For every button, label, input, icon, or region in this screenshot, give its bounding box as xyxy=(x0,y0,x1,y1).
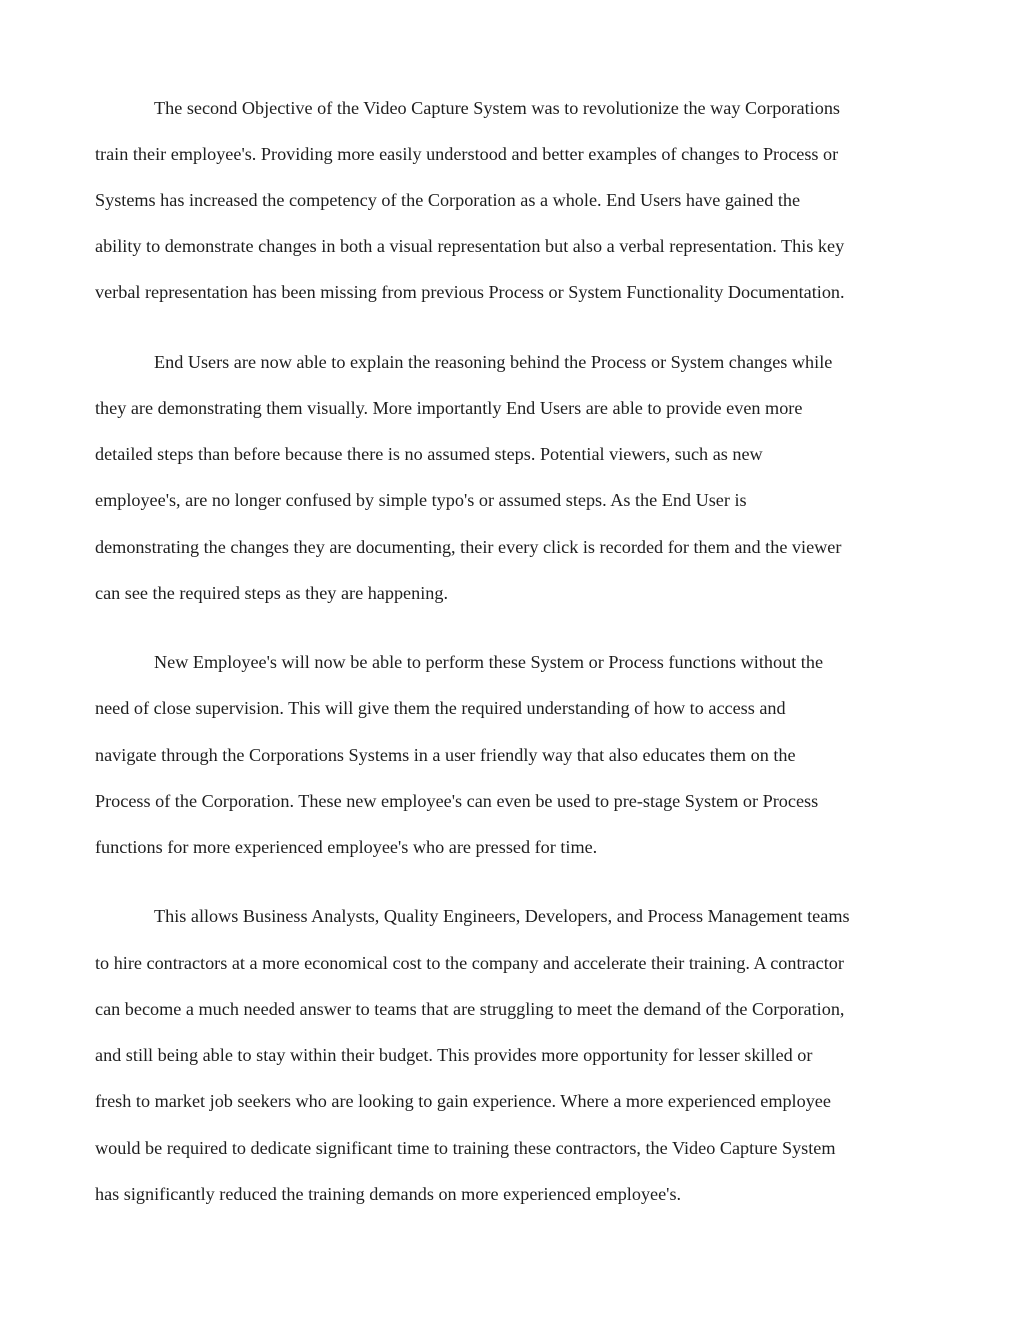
paragraph-3-line-2: need of close supervision. This will give them the required understanding of how to access and xyxy=(95,698,786,718)
paragraph-4-line-3: can become a much needed answer to teams that are struggling to meet the demand of the Corporation, xyxy=(95,999,845,1019)
paragraph-1-line-1: The second Objective of the Video Capture System was to revolutionize the way Corporations xyxy=(154,98,840,118)
paragraph-3-line-4: Process of the Corporation. These new employee's can even be used to pre-stage System or Process xyxy=(95,791,819,811)
paragraph-4-line-6: would be required to dedicate significant time to training these contractors, the Video Capture System xyxy=(95,1138,836,1158)
paragraph-3-line-1: New Employee's will now be able to perform these System or Process functions without the xyxy=(154,652,824,672)
paragraph-1-line-3: Systems has increased the competency of the Corporation as a whole. End Users have gained the xyxy=(95,190,801,210)
paragraph-2-line-3: detailed steps than before because there is no assumed steps. Potential viewers, such as new xyxy=(95,444,763,464)
paragraph-3-line-3: navigate through the Corporations Systems in a user friendly way that also educates them on the xyxy=(95,745,796,765)
paragraph-1-line-2: train their employee's. Providing more easily understood and better examples of changes to Process or xyxy=(95,144,839,164)
paragraph-1-line-4: ability to demonstrate changes in both a visual representation but also a verbal representation. This key xyxy=(95,236,845,256)
paragraph-2-line-1: End Users are now able to explain the reasoning behind the Process or System changes while xyxy=(154,352,833,372)
paragraph-3-line-5: functions for more experienced employee's who are pressed for time. xyxy=(95,837,598,857)
paragraph-4-line-7: has significantly reduced the training demands on more experienced employee's. xyxy=(95,1184,682,1204)
paragraph-2-line-4: employee's, are no longer confused by simple typo's or assumed steps. As the End User is xyxy=(95,490,747,510)
paragraph-2-line-5: demonstrating the changes they are documenting, their every click is recorded for them and the viewer xyxy=(95,537,842,557)
paragraph-4-line-2: to hire contractors at a more economical cost to the company and accelerate their training. A contractor xyxy=(95,953,844,973)
paragraph-2-line-6: can see the required steps as they are happening. xyxy=(95,583,448,603)
paragraph-4-line-4: and still being able to stay within their budget. This provides more opportunity for lesser skilled or xyxy=(95,1045,813,1065)
paragraph-1-line-5: verbal representation has been missing from previous Process or System Functionality Documentation. xyxy=(95,282,845,302)
paragraph-4-line-5: fresh to market job seekers who are looking to gain experience. Where a more experienced employee xyxy=(95,1091,831,1111)
paragraph-2-line-2: they are demonstrating them visually. More importantly End Users are able to provide even more xyxy=(95,398,803,418)
paragraph-4-line-1: This allows Business Analysts, Quality Engineers, Developers, and Process Management teams xyxy=(154,906,850,926)
